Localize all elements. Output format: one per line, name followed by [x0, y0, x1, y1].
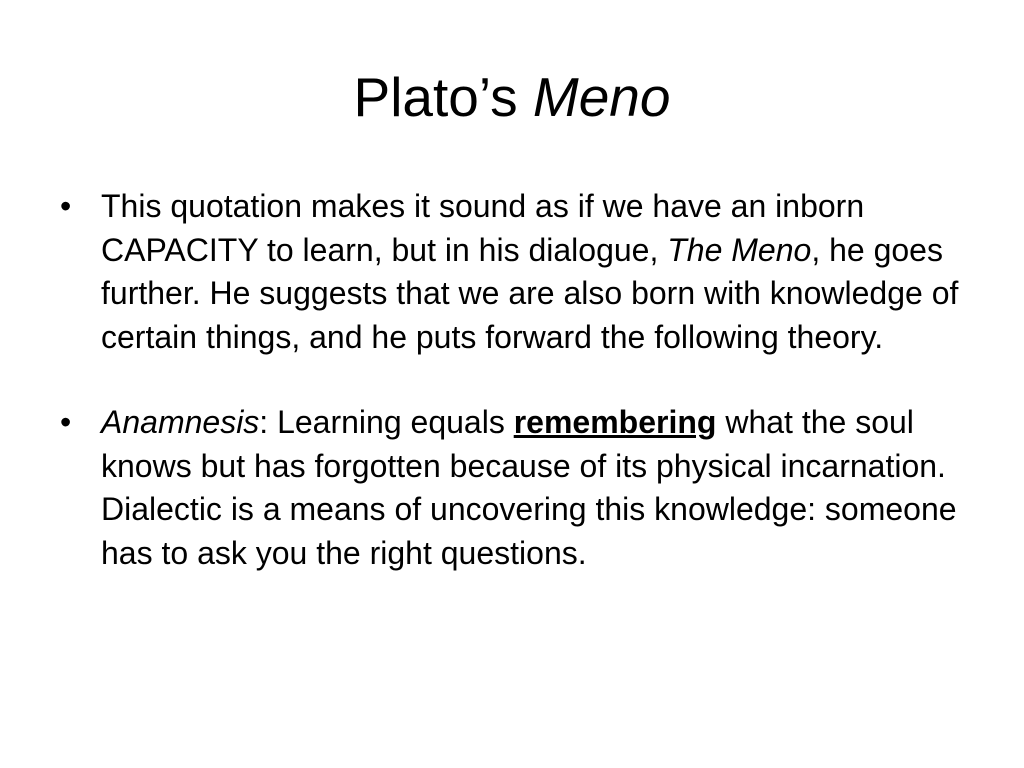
bullet-text: : Learning equals: [259, 404, 514, 440]
bullet-italic-text: Anamnesis: [101, 404, 260, 440]
bullet-text: This quotation makes it sound as if we have an inborn CAPACITY to learn, but in his dialogue,: [101, 188, 865, 268]
bullet-marker-icon: •: [60, 404, 72, 440]
bullet-list: [60, 185, 960, 575]
title-prefix: Plato’s: [353, 66, 533, 128]
bullet-item-capacity: [60, 185, 960, 359]
slide-title: [0, 62, 1024, 132]
bullet-text: , he goes further. He suggests that we are also born with knowledge of certain things, and he puts forward the following theory.: [101, 231, 959, 355]
bullet-item-anamnesis: [60, 401, 960, 575]
bullet-marker-icon: •: [60, 188, 72, 224]
bullet-emphasis-text: remembering: [513, 404, 717, 440]
bullet-italic-text: The Meno: [667, 231, 812, 268]
bullet-text: what the soul knows but has forgotten because of its physical incarnation. Dialectic is a means of uncovering this knowledge: someone has to ask you the right questions.: [101, 404, 957, 571]
title-italic: Meno: [532, 66, 671, 128]
